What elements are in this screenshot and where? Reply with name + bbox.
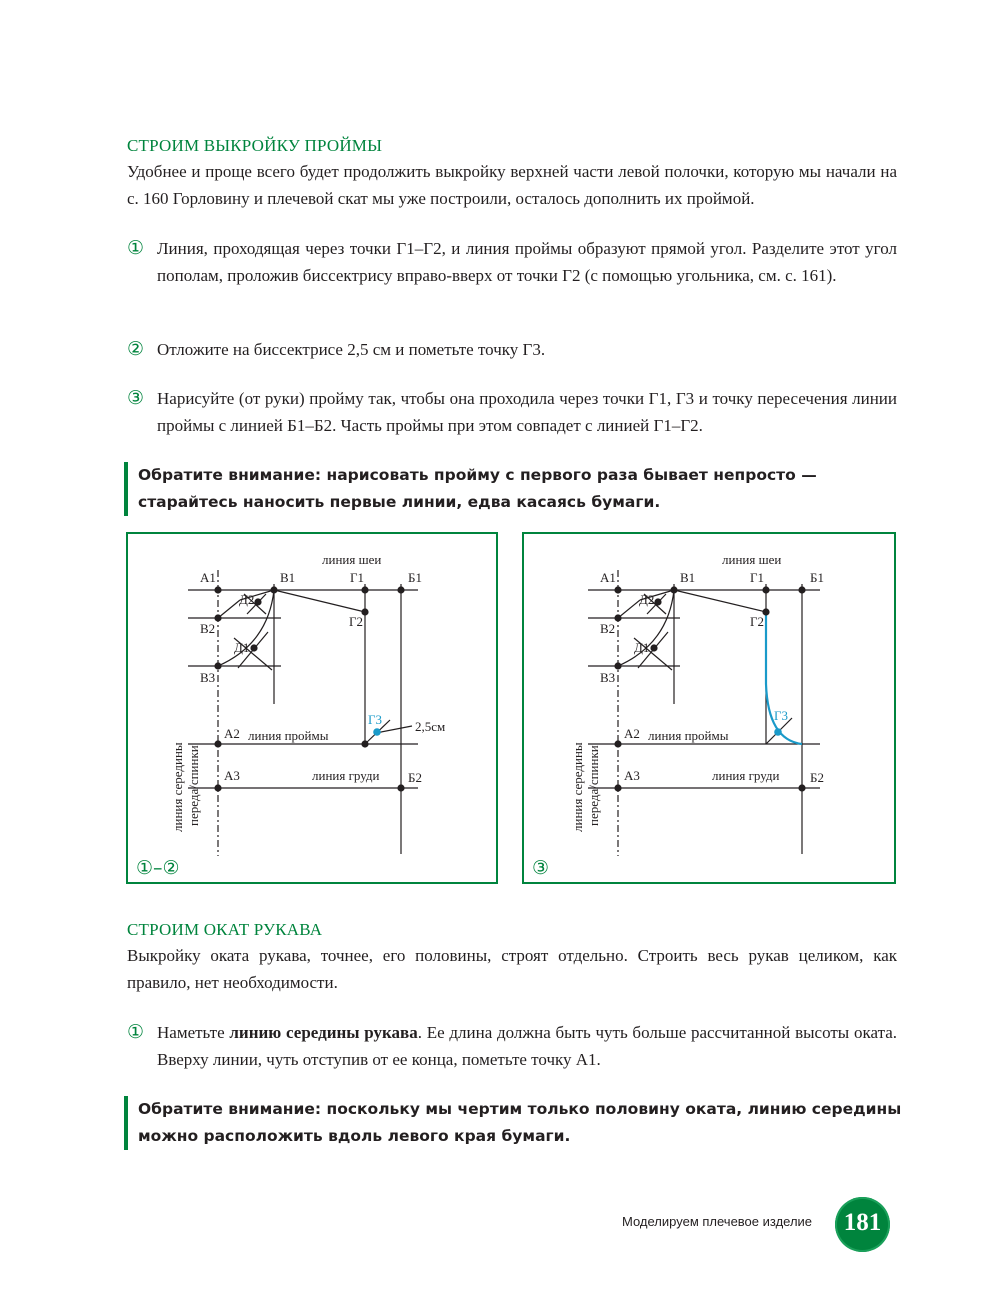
label-a1: А1: [600, 570, 616, 585]
attention-note-2: [124, 1096, 910, 1150]
label-a3: А3: [624, 768, 640, 783]
label-a1: А1: [200, 570, 216, 585]
label-v2: В2: [200, 621, 216, 636]
label-g3: Г3: [774, 708, 789, 723]
note-label: Обратите внимание:: [138, 466, 322, 484]
label-g3: Г3: [368, 712, 383, 727]
label-g1: Г1: [350, 570, 365, 585]
label-a2: А2: [624, 726, 640, 741]
intro-paragraph-sleeve: Выкройку оката рукава, точнее, его половины, строят отдельно. Строить весь рукав целиком, как правило, нет необходимости.: [127, 946, 897, 992]
label-g2: Г2: [750, 614, 765, 629]
step-text: Линия, проходящая через точки Г1–Г2, и линия проймы образуют прямой угол. Разделите этот угол пополам, проложив биссектрису вправо-вверх от точки Г2 (с помощью угольника, см. с. 161).: [157, 239, 897, 285]
label-b1: Б1: [408, 570, 422, 585]
page-number-badge: [835, 1197, 890, 1252]
label-center-line-2: переда/спинки: [586, 745, 601, 826]
label-v2: В2: [600, 621, 616, 636]
label-d1: Д1: [634, 640, 650, 655]
label-armhole-line: линия проймы: [648, 728, 729, 743]
label-center-line-1: линия середины: [570, 742, 585, 832]
section-heading-sleeve: СТРОИМ ОКАТ РУКАВА: [127, 920, 323, 939]
step-text: Отложите на биссектрисе 2,5 см и пометьте точку Г3.: [157, 340, 546, 359]
step-text-part: . Ее длина должна быть чуть больше рассчитанной высоты оката. Вверху линии, чуть отступив от ее конца, пометьте точку А1.: [157, 1023, 897, 1069]
figure-tag: ③: [532, 857, 550, 879]
note-text: нарисовать пройму с первого раза бывает непросто — старайтесь наносить первые линии, едва касаясь бумаги.: [138, 466, 817, 511]
label-a3: А3: [224, 768, 240, 783]
page-number: 181: [843, 1209, 882, 1236]
chapter-title: Моделируем плечевое изделие: [622, 1214, 813, 1229]
label-d2: Д2: [239, 592, 255, 607]
label-b2: Б2: [810, 770, 824, 785]
step-text: Нарисуйте (от руки) пройму так, чтобы она проходила через точки Г1, Г3 и точку пересечения линии проймы с линией Б1–Б2. Часть проймы при этом совпадет с линией Г1–Г2.: [157, 389, 897, 435]
label-v3: В3: [600, 670, 616, 685]
label-measure: 2,5см: [415, 719, 446, 734]
step-number: ①: [127, 1021, 145, 1043]
label-chest-line: линия груди: [712, 768, 780, 783]
label-center-line-2: переда/спинки: [186, 745, 201, 826]
pattern-drawing-2: [524, 534, 894, 882]
label-center-line-1: линия середины: [170, 742, 185, 832]
label-v3: В3: [200, 670, 216, 685]
step-text: [157, 1019, 897, 1073]
figure-tag: ①–②: [136, 857, 180, 879]
label-chest-line: линия груди: [312, 768, 380, 783]
label-b2: Б2: [408, 770, 422, 785]
label-g1: Г1: [750, 570, 765, 585]
label-neck-line: линия шеи: [722, 552, 782, 567]
intro-paragraph-armhole: Удобнее и проще всего будет продолжить выкройку верхней части левой полочки, которую мы начали на с. 160 Горловину и плечевой скат мы уже построили, осталось дополнить их проймой.: [127, 162, 897, 208]
sleeve-step-1: [127, 1019, 897, 1073]
step-1: [127, 235, 897, 289]
step-number: ②: [127, 338, 145, 360]
label-d1: Д1: [234, 640, 250, 655]
section-heading-armhole: СТРОИМ ВЫКРОЙКУ ПРОЙМЫ: [127, 136, 383, 155]
figure-steps-1-2: [126, 532, 498, 884]
step-number: ①: [127, 237, 145, 259]
note-label: Обратите внимание:: [138, 1100, 322, 1118]
note-text: поскольку мы чертим только половину оката, линию середины можно расположить вдоль левого края бумаги.: [138, 1100, 902, 1145]
step-text-part: Наметьте: [157, 1023, 230, 1042]
label-g2: Г2: [349, 614, 364, 629]
label-d2: Д2: [639, 592, 655, 607]
label-armhole-line: линия проймы: [248, 728, 329, 743]
step-text-bold: линию середины рукава: [229, 1023, 418, 1042]
step-number: ③: [127, 387, 145, 409]
label-neck-line: линия шеи: [322, 552, 382, 567]
figure-step-3: [522, 532, 896, 884]
label-v1: В1: [680, 570, 696, 585]
step-3: [127, 385, 897, 439]
label-b1: Б1: [810, 570, 824, 585]
pattern-drawing-1: [128, 534, 496, 882]
attention-note-1: [124, 462, 910, 516]
label-v1: В1: [280, 570, 296, 585]
step-2: [127, 336, 897, 363]
label-a2: А2: [224, 726, 240, 741]
